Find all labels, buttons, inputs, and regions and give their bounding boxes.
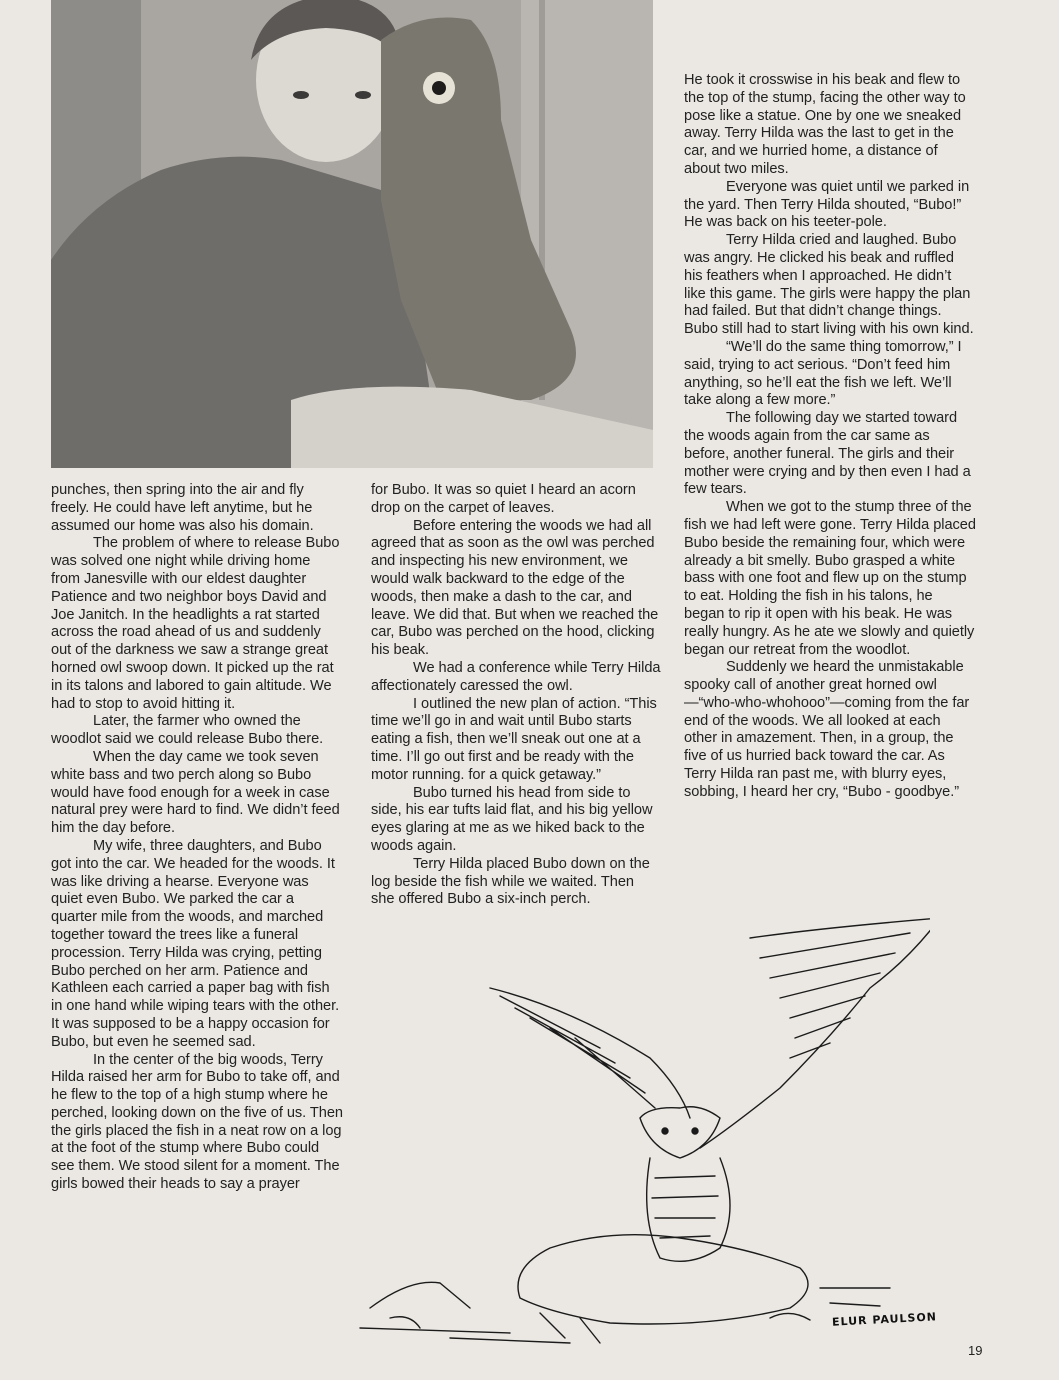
paragraph: We had a conference while Terry Hilda affectionately caressed the owl. — [371, 659, 661, 694]
paragraph: “We’ll do the same thing tomorrow,” I said, trying to act serious. “Don’t feed him anything, so he’ll eat the fish we left. We’ll take along a few more.” — [684, 338, 962, 409]
paragraph: When the day came we took seven white bass and two perch along so Bubo would have food enough for a week in case natural prey were hard to find. We didn’t feed him the day before. — [51, 748, 340, 837]
paragraph: punches, then spring into the air and fly freely. He could have left anytime, but he assumed our home was also his domain. — [51, 482, 314, 534]
paragraph: He took it crosswise in his beak and flew to the top of the stump, facing the other way to pose like a statue. One by one we sneaked away. Terry Hilda was the last to get in the car, and we hurried home, a distance of about two miles. — [684, 72, 966, 177]
paragraph: I outlined the new plan of action. “This time we’ll go in and wait until Bubo starts eating a fish, then we’ll sneak out one at a time. I’ll go out first and be ready with the motor running. for a quick getaway.” — [371, 695, 657, 783]
paragraph: Suddenly we heard the unmistakable spooky call of another great horned owl—“who-who-whohooo”—coming from the far end of the woods. We all looked at each other in amazement. Then, in a group, the five of us hurried back toward the car. As Terry Hilda ran past me, with blurry eyes, sobbing, I heard her cry, “Bubo - goodbye.” — [684, 659, 970, 800]
article-column-2 — [371, 482, 661, 909]
paragraph: Later, the farmer who owned the woodlot said we could release Bubo there. — [51, 713, 324, 748]
article-column-1 — [51, 482, 343, 1194]
paragraph: Before entering the woods we had all agreed that as soon as the owl was perched and inspecting his new environment, we would walk backward to the edge of the woods, then make a dash to the car, and leave. We did that. But when we reached the car, Bubo was perched on the hood, clicking his beak. — [371, 517, 659, 659]
page-number: 19 — [968, 1343, 983, 1358]
paragraph: Terry Hilda cried and laughed. Bubo was angry. He clicked his beak and ruffled his feathers when I approached. He didn’t like this game. The girls were happy the plan had failed. But that didn’t change things. Bubo still had to start living with his own kind. — [684, 232, 974, 338]
paragraph: Bubo turned his head from side to side, his ear tufts laid flat, and his big yellow eyes glaring at me as we hiked back to the woods again. — [371, 784, 653, 854]
paragraph: Everyone was quiet until we parked in the yard. Then Terry Hilda shouted, “Bubo!” He was back on his teeter-pole. — [684, 178, 970, 231]
article-column-3 — [684, 72, 976, 802]
paragraph: In the center of the big woods, Terry Hilda raised her arm for Bubo to take off, and he flew to the top of a high stump where he perched, looking down on the five of us. Then the girls placed the fish in a neat row on a log at the foot of the stump where Bubo could see them. We stood silent for a moment. The girls bowed their heads to say a prayer — [51, 1051, 343, 1193]
photo-girl-with-owl — [51, 0, 653, 468]
paragraph: The following day we started toward the woods again from the car same as before, another funeral. The girls and their mother were crying and by then even I had a few tears. — [684, 410, 971, 498]
artist-signature: ELUR PAULSON — [831, 1310, 938, 1329]
paragraph: When we got to the stump three of the fish we had left were gone. Terry Hilda placed Bubo beside the remaining four, which were already a bit smelly. Bubo grasped a white bass with one foot and flew up on the stump to eat. Holding the fish in his talons, he began to rip it open with his beak. He was really hungry. As he ate we slowly and quietly began our retreat from the woodlot. — [684, 499, 976, 658]
paragraph: for Bubo. It was so quiet I heard an acorn drop on the carpet of leaves. — [371, 482, 636, 516]
paragraph: The problem of where to release Bubo was solved one night while driving home from Janesville with our eldest daughter Patience and two neighbor boys David and Joe Janitch. In the headlights a rat started across the road ahead of us and suddenly out of the darkness we saw a strange great horned owl swoop down. It picked up the rat in its talons and labored to gain altitude. We had to stop to avoid hitting it. — [51, 535, 340, 712]
owl-sketch-illustration — [350, 918, 930, 1358]
paragraph: Terry Hilda placed Bubo down on the log beside the fish while we waited. Then she offered Bubo a six-inch perch. — [371, 855, 650, 908]
paragraph: My wife, three daughters, and Bubo got into the car. We headed for the woods. It was like driving a hearse. Everyone was quiet even Bubo. We parked the car a quarter mile from the woods, and marched together toward the trees like a funeral procession. Terry Hilda was crying, petting Bubo perched on her arm. Patience and Kathleen each carried a paper bag with fish in one hand while wiping tears with the other. It was supposed to be a happy occasion for Bubo, but even he seemed sad. — [51, 837, 340, 1050]
